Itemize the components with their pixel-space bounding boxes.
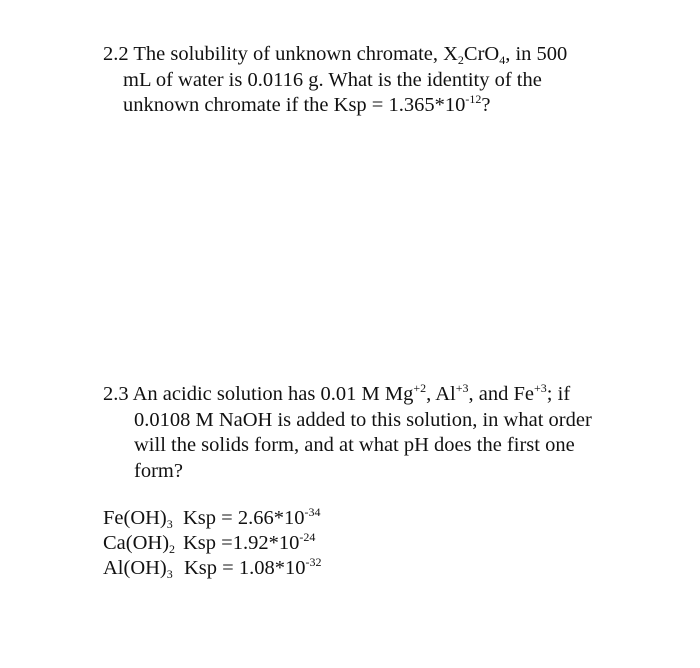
question-2-3-line-1: 2.3 An acidic solution has 0.01 M $Mg^{+2}$, $Al^{+3}$, and $Fe^{+3}$; if bbox=[103, 381, 571, 405]
question-number: 2.2 bbox=[103, 43, 129, 65]
question-2-2-line-2: mL of water is 0.0116 g. What is the identity of the bbox=[123, 68, 542, 91]
ksp-value: Ksp = $1.08*10^{-32}$ bbox=[184, 555, 322, 579]
ksp-formula: $Fe(OH)_3$ bbox=[103, 507, 173, 531]
ksp-formula: $Al(OH)_3$ bbox=[103, 557, 173, 581]
ksp-row-al bbox=[103, 556, 321, 581]
question-number: 2.3 bbox=[103, 383, 129, 405]
ksp-list bbox=[103, 506, 321, 581]
ksp-value: Ksp = $2.66*10^{-34}$ bbox=[183, 505, 321, 529]
question-2-3 bbox=[103, 382, 613, 484]
ksp-row-ca bbox=[103, 531, 321, 556]
question-2-3-line-2: 0.0108 M NaOH is added to this solution, in what order bbox=[134, 408, 592, 431]
question-2-2-line-1: 2.2 The solubility of unknown chromate, $X_2CrO_4$, in 500 bbox=[103, 43, 568, 67]
question-2-2 bbox=[103, 42, 573, 119]
question-2-2-line-3: unknown chromate if the Ksp = $1.365*10^{-12}$? bbox=[123, 92, 491, 116]
question-2-3-line-4: form? bbox=[134, 459, 183, 482]
ksp-value: Ksp $=1.92*10^{-24}$ bbox=[183, 530, 316, 554]
ksp-row-fe bbox=[103, 506, 321, 531]
question-2-3-line-3: will the solids form, and at what pH does the first one bbox=[134, 434, 575, 456]
ksp-formula: $Ca(OH)_2$ bbox=[103, 532, 176, 556]
